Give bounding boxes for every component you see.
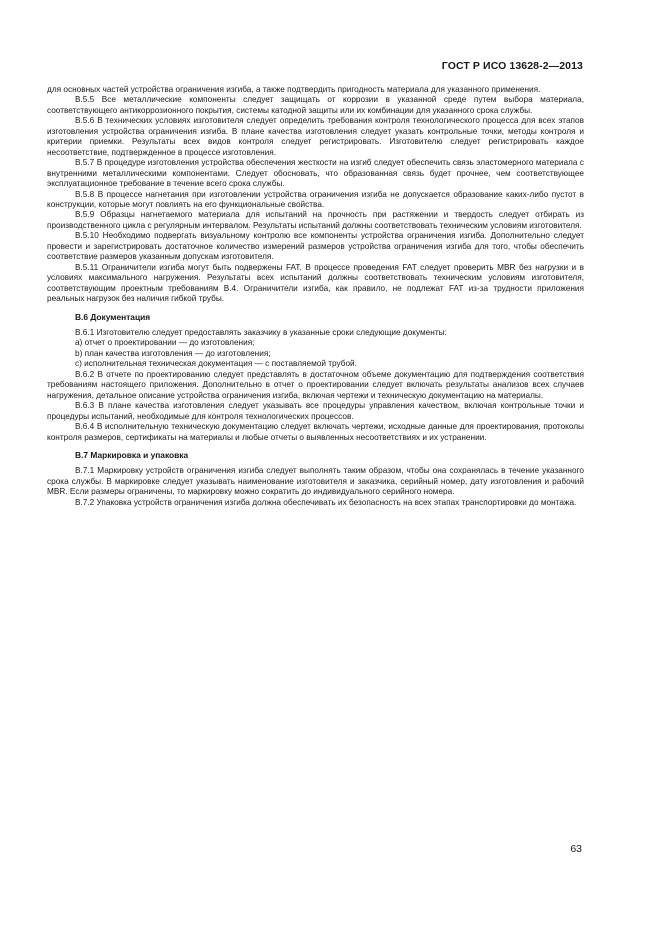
- list-item-a: а) отчет о проектировании — до изготовления;: [75, 338, 255, 348]
- list-item-b: b) план качества изготовления — до изготовления;: [75, 348, 271, 358]
- page-number: 63: [570, 843, 582, 855]
- paragraph-b-5-6: В.5.6 В технических условиях изготовителя следует определить требования контроля технологического процесса для всех этапов изготовления устройства ограничения изгиба. В плане качества изготовления следует указать контрольные точки, методы контроля и критерии приемки. Результаты всех видов контроля следует регистрировать. Изготовителю следует регистрировать каждое несоответствие, подтвержденное в процессе изготовления.: [47, 116, 584, 157]
- paragraph-b-5-10: В.5.10 Необходимо подвергать визуальному контролю все компоненты устройства ограничения изгиба. Дополнительно следует провести и зарегистрировать достаточное количество измерений размеров устройства ограничения изгиба для того, чтобы обеспечить соответствие размеров указанным допускам изготовителя.: [47, 231, 584, 262]
- paragraph-b-5-9: В.5.9 Образцы нагнетаемого материала для испытаний на прочность при растяжении и твердость следует отбирать из производственного цикла с регулярным интервалом. Результаты испытаний должны соответствовать техническим условиям изготовителя.: [47, 210, 584, 230]
- list-item-c: c) исполнительная техническая документация — с поставляемой трубой.: [75, 359, 357, 369]
- paragraph-b-5-11: В.5.11 Ограничители изгиба могут быть подвержены FAT. В процессе проведения FAT следует проверить MBR без нагрузки и в условиях максимального нагружения. Результаты всех испытаний должны соответствовать техническим условиям изготовителя, соответствующим проектным требованиям В.4. Ограничители изгиба, как правило, не подлежат FAT из-за трудности приложения реальных нагрузок без наличия гибкой трубы.: [47, 262, 584, 304]
- section-heading-b-7: В.7 Маркировка и упаковка: [75, 449, 189, 460]
- section-heading-b-6: В.6 Документация: [75, 311, 151, 322]
- document-body: [47, 85, 584, 508]
- paragraph-b-7-2: В.7.2 Упаковка устройств ограничения изгиба должна обеспечивать их безопасность на всех этапах транспортировки до монтажа.: [75, 497, 577, 507]
- paragraph-b-6-3: В.6.3 В плане качества изготовления следует указывать все процедуры управления качеством, включая контрольные точки и процедуры испытаний, необходимые для контроля технологических процессов.: [47, 401, 584, 421]
- document-header: ГОСТ Р ИСО 13628-2—2013: [441, 60, 583, 72]
- paragraph-b-7-1: В.7.1 Маркировку устройств ограничения изгиба следует выполнять таким образом, чтобы она сохранялась в течение указанного срока службы. В маркировке следует указывать наименование изготовителя и заказчика, серийный номер, дату изготовления и рабочий MBR. Если размеры ограничены, то маркировку можно сократить до индивидуального серийного номера.: [47, 466, 584, 497]
- paragraph-b-6-2: В.6.2 В отчете по проектированию следует представлять в достаточном объеме документацию для подтверждения соответствия требованиям настоящего приложения. Дополнительно в отчет о проектировании следует включать результаты анализов всех случаев нагружения, детальное описание устройства ограничения изгиба, включая чертежи и техническую документацию на материалы.: [47, 369, 584, 400]
- paragraph-b-6-4: В.6.4 В исполнительную техническую документацию следует включать чертежи, исходные данные для проектирования, протоколы контроля размеров, сертификаты на материалы и любые отчеты о выявленных несоответствиях и их устранении.: [47, 422, 584, 442]
- paragraph-intro: для основных частей устройства ограничения изгиба, а также подтвердить пригодность материала для указанного применения.: [47, 85, 541, 94]
- paragraph-b-5-7: В.5.7 В процедуре изготовления устройства обеспечения жесткости на изгиб следует обеспечить связь эластомерного материала с внутренними металлическими компонентами. Следует обосновать, что образованная связь будет прочнее, чем соответствующее эксплуатационное требование в течение всего срока службы.: [47, 158, 584, 189]
- paragraph-b-5-5: В.5.5 Все металлические компоненты следует защищать от коррозии в указанной среде путем выбора материала, соответствующего антикоррозионного покрытия, системы катодной защиты или их комбинации для указанного срока службы.: [47, 95, 584, 115]
- paragraph-b-6-1: В.6.1 Изготовителю следует предоставлять заказчику в указанные сроки следующие документы:: [75, 327, 447, 337]
- paragraph-b-5-8: В.5.8 В процессе нагнетания при изготовлении устройства ограничения изгиба не допускается образование каких-либо пустот в конструкции, которые могут повлиять на его функциональные свойства.: [47, 189, 584, 209]
